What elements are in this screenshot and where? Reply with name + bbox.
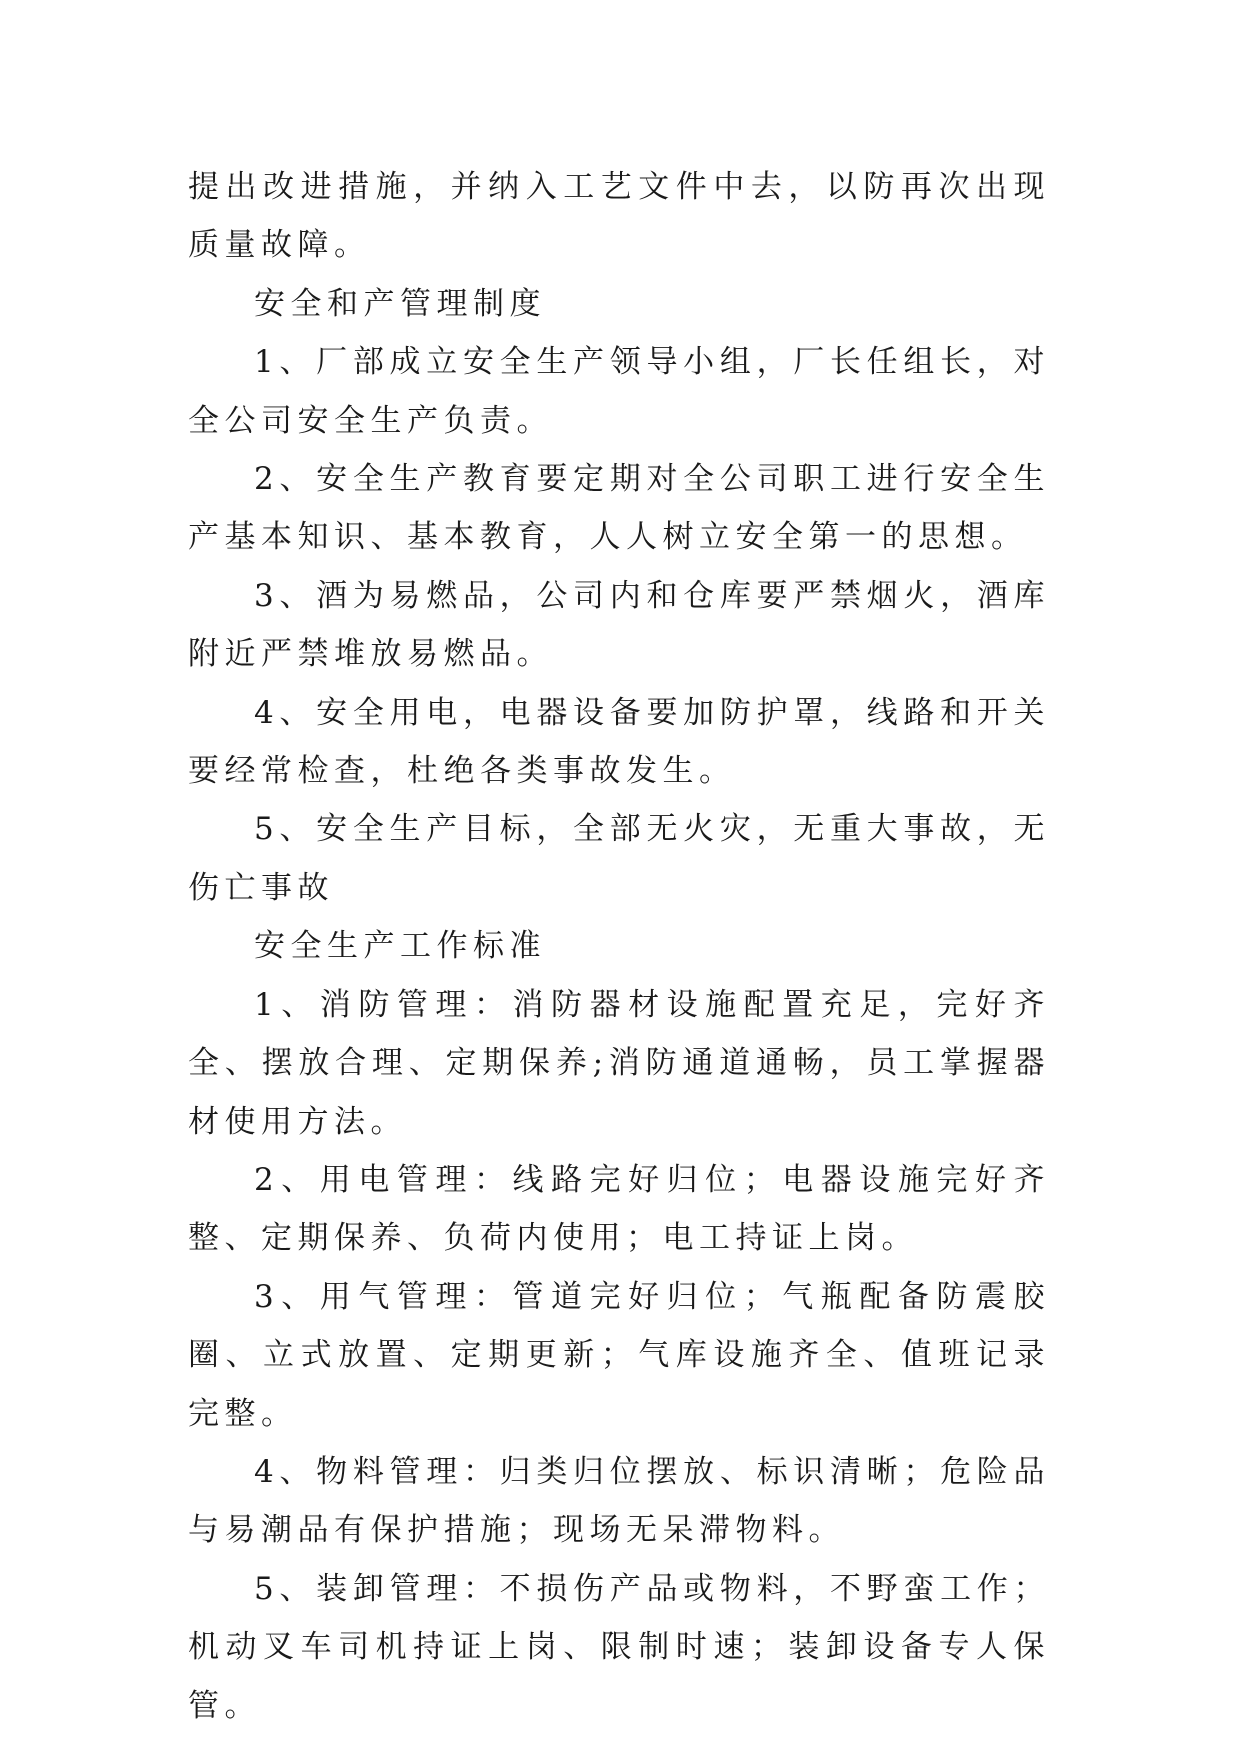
document-body xyxy=(188,158,1050,1735)
list-item-4: 4、安全用电，电器设备要加防护罩，线路和开关要经常检查，杜绝各类事故发生。 xyxy=(188,694,1050,790)
list-item-1: 1、厂部成立安全生产领导小组，厂长任组长，对全公司安全生产负责。 xyxy=(188,344,1050,439)
section-heading-work-standards: 安全生产工作标准 xyxy=(254,928,546,965)
standard-item-gas: 3、用气管理：管道完好归位；气瓶配备防震胶圈、立式放置、定期更新；气库设施齐全、值班记录完整。 xyxy=(188,1278,1050,1432)
section-heading-safety-management: 安全和产管理制度 xyxy=(254,285,546,322)
standard-item-loading: 5、装卸管理：不损伤产品或物料，不野蛮工作；机动叉车司机持证上岗、限制时速；装卸设备专人保管。 xyxy=(188,1570,1050,1724)
standard-item-fire: 1、消防管理：消防器材设施配置充足，完好齐全、摆放合理、定期保养;消防通道通畅，员工掌握器材使用方法。 xyxy=(188,986,1050,1140)
list-item-3: 3、酒为易燃品，公司内和仓库要严禁烟火，酒库附近严禁堆放易燃品。 xyxy=(188,577,1050,673)
list-item-2: 2、安全生产教育要定期对全公司职工进行安全生产基本知识、基本教育，人人树立安全第一的思想。 xyxy=(188,461,1050,556)
standard-item-materials: 4、物料管理：归类归位摆放、标识清晰；危险品与易潮品有保护措施；现场无呆滞物料。 xyxy=(188,1453,1050,1549)
list-item-5: 5、安全生产目标，全部无火灾，无重大事故，无伤亡事故 xyxy=(188,811,1050,906)
standard-item-electricity: 2、用电管理：线路完好归位；电器设施完好齐整、定期保养、负荷内使用；电工持证上岗。 xyxy=(188,1161,1050,1257)
paragraph-continuation: 提出改进措施，并纳入工艺文件中去，以防再次出现质量故障。 xyxy=(188,169,1050,264)
